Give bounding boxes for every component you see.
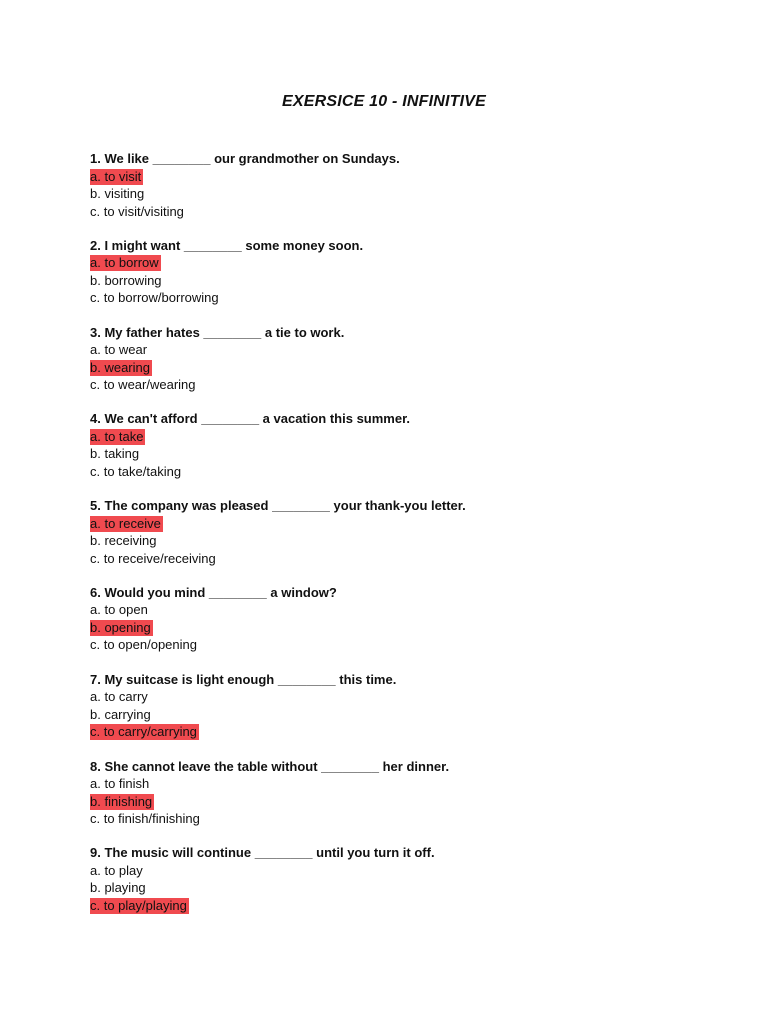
question-text: 5. The company was pleased ________ your thank-you letter. [90, 498, 466, 514]
option-c [90, 897, 710, 915]
question-5 [90, 497, 710, 584]
page-title: EXERSICE 10 - INFINITIVE [282, 93, 486, 110]
option-b [90, 879, 710, 897]
question-text: 8. She cannot leave the table without ________ her dinner. [90, 758, 450, 774]
option-text: c. to open/opening [90, 637, 197, 653]
option-text: c. to receive/receiving [90, 550, 216, 566]
option-list [90, 688, 710, 741]
option-a [90, 254, 710, 272]
option-c [90, 636, 710, 654]
option-text: a. to borrow [90, 255, 159, 271]
option-c [90, 550, 710, 568]
option-text: b. taking [90, 446, 140, 462]
option-b [90, 185, 710, 203]
option-text: b. borrowing [90, 272, 162, 288]
option-a [90, 775, 710, 793]
option-a [90, 168, 710, 186]
question-text: 2. I might want ________ some money soon. [90, 237, 364, 253]
option-text: c. to borrow/borrowing [90, 290, 219, 306]
option-text: c. to finish/finishing [90, 811, 200, 827]
question-text: 1. We like ________ our grandmother on Sundays. [90, 151, 400, 166]
option-list [90, 862, 710, 915]
question-3 [90, 324, 710, 411]
option-text: b. wearing [90, 359, 150, 375]
option-text: b. playing [90, 880, 146, 896]
question-text: 4. We can't afford ________ a vacation this summer. [90, 411, 411, 427]
option-text: a. to carry [90, 689, 148, 705]
option-text: c. to take/taking [90, 463, 182, 479]
option-c [90, 376, 710, 394]
option-a [90, 341, 710, 359]
option-c [90, 810, 710, 828]
option-text: c. to wear/wearing [90, 377, 196, 393]
option-text: a. to wear [90, 342, 148, 358]
option-list [90, 168, 710, 221]
option-text: c. to carry/carrying [90, 724, 197, 740]
option-text: b. visiting [90, 186, 145, 201]
question-text: 6. Would you mind ________ a window? [90, 584, 337, 600]
question-list [90, 150, 710, 931]
option-text: a. to finish [90, 776, 150, 792]
option-text: b. carrying [90, 706, 151, 722]
question-text: 9. The music will continue ________ until you turn it off. [90, 845, 435, 861]
option-b [90, 445, 710, 463]
option-list [90, 775, 710, 828]
option-list [90, 601, 710, 654]
option-text: b. finishing [90, 793, 153, 809]
question-text: 7. My suitcase is light enough ________ this time. [90, 671, 397, 687]
option-b [90, 706, 710, 724]
option-text: a. to receive [90, 515, 161, 531]
option-text: a. to play [90, 862, 143, 878]
option-text: a. to take [90, 428, 144, 444]
option-a [90, 688, 710, 706]
option-b [90, 793, 710, 811]
option-b [90, 359, 710, 377]
option-text: c. to visit/visiting [90, 203, 184, 219]
question-9 [90, 844, 710, 931]
question-text: 3. My father hates ________ a tie to work. [90, 324, 345, 340]
option-text: b. opening [90, 619, 151, 635]
option-list [90, 515, 710, 568]
option-list [90, 428, 710, 481]
option-b [90, 532, 710, 550]
option-text: b. receiving [90, 533, 157, 549]
option-b [90, 272, 710, 290]
option-list [90, 341, 710, 394]
option-text: c. to play/playing [90, 897, 187, 913]
option-a [90, 862, 710, 880]
option-text: a. to open [90, 602, 148, 618]
option-a [90, 601, 710, 619]
question-2 [90, 237, 710, 324]
question-7 [90, 671, 710, 758]
option-c [90, 723, 710, 741]
question-4 [90, 410, 710, 497]
question-6 [90, 584, 710, 671]
option-a [90, 428, 710, 446]
option-b [90, 619, 710, 637]
option-c [90, 289, 710, 307]
question-1 [90, 150, 710, 237]
question-8 [90, 758, 710, 845]
option-a [90, 515, 710, 533]
option-c [90, 203, 710, 221]
option-text: a. to visit [90, 168, 142, 184]
option-list [90, 254, 710, 307]
option-c [90, 463, 710, 481]
